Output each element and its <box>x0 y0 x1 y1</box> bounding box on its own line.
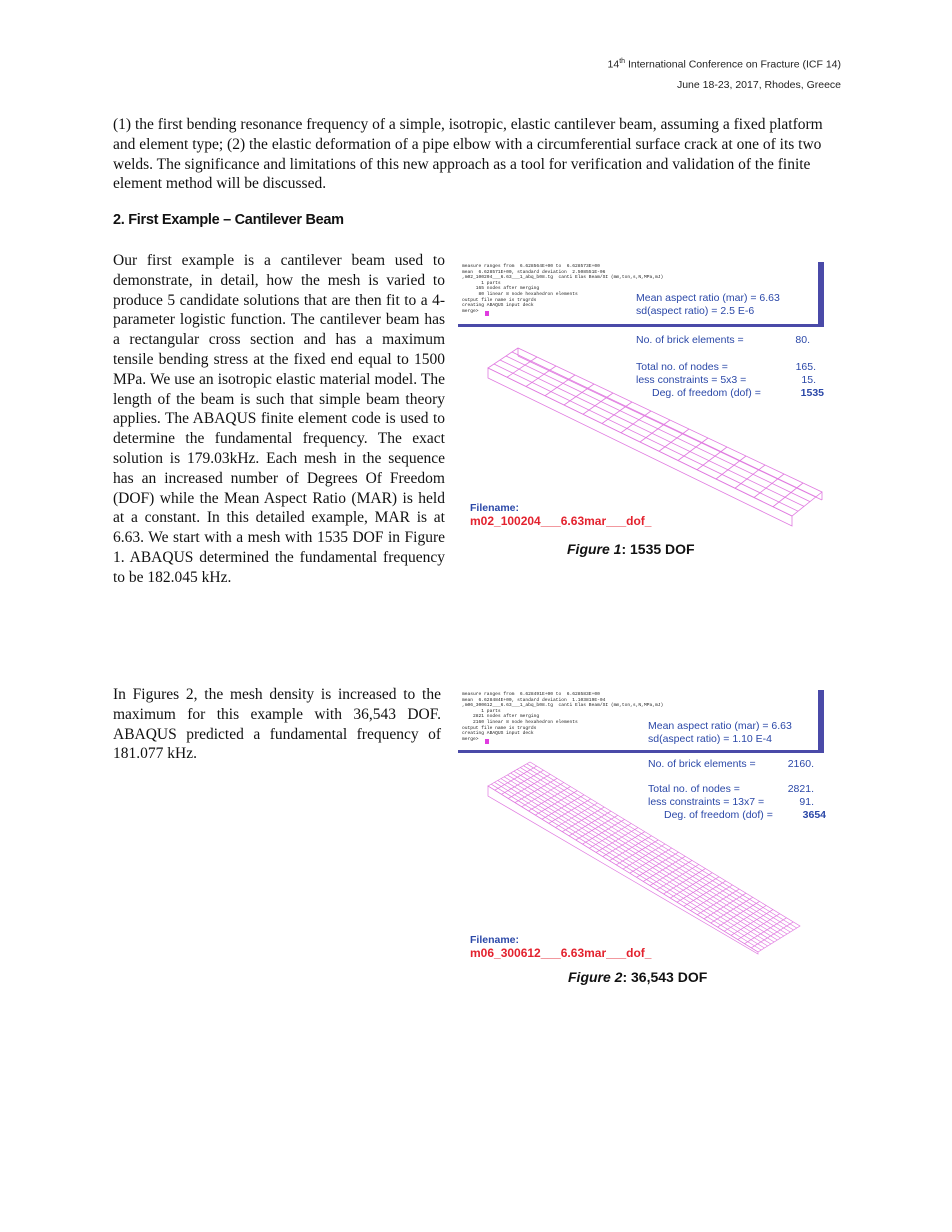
mesh-line <box>494 782 764 948</box>
figure-2-mar: Mean aspect ratio (mar) = 6.63 <box>648 720 792 732</box>
mesh-line <box>514 771 784 936</box>
figure-2-constraints-label: less constraints = 13x7 = <box>648 796 765 808</box>
figure-1-dof-label: Deg. of freedom (dof) = <box>652 387 761 399</box>
figure-1-caption-label: Figure 1 <box>567 541 622 557</box>
mesh-line <box>524 766 794 930</box>
figure-2-caption-text: : 36,543 DOF <box>622 969 708 985</box>
mesh-line <box>735 465 765 488</box>
figure-2-dof-value: 3654 <box>802 809 826 821</box>
figure-2-panel <box>458 690 824 968</box>
console-cursor-icon <box>485 311 489 316</box>
figure-1-brick-value: 80. <box>795 334 810 346</box>
mesh-line <box>621 411 651 433</box>
figure-1-sd: sd(aspect ratio) = 2.5 E-6 <box>636 305 755 317</box>
paragraph-cantilever: Our first example is a cantilever beam used to demonstrate, in detail, how the mesh is varied to produce 5 candidate solutions that are then fit to a 4-parameter logistic function. The cantilever beam has a rectangular cross section and has a maximum tensile bending stress at the fixed end equal to 1500 MPa. We use an isotropic elastic material model. The length of the beam is such that simple beam theory applies. The ABAQUS finite element code is used to determine the fundamental frequency. The exact solution is 179.03kHz. Each mesh in the sequence has an increased number of Degrees Of Freedom (DOF) while the Mean Aspect Ratio (MAR) is held at a constant. In this detailed example, MAR is at 6.63. We start with a mesh with 1535 DOF in Figure 1. ABAQUS determined the fundamental frequency to be 182.045 kHz. <box>113 252 445 586</box>
figure-2-filename-label: Filename: <box>470 934 520 946</box>
conference-header <box>608 58 841 71</box>
mesh-line <box>491 784 761 950</box>
figure-1-nodes-label: Total no. of nodes = <box>636 361 728 373</box>
figure-1-panel <box>458 262 824 540</box>
figure-1-filename-value: m02_100204___6.63mar___dof_ <box>470 514 652 528</box>
figure-2-nodes-label: Total no. of nodes = <box>648 783 740 795</box>
figure-1-mar: Mean aspect ratio (mar) = 6.63 <box>636 292 780 304</box>
figure-2-scrollbar <box>818 690 824 750</box>
mesh-line <box>640 420 670 442</box>
figure-2-mesh <box>458 756 824 956</box>
mesh-line <box>773 483 803 507</box>
mesh-line <box>498 780 768 946</box>
header-line1-pre: 14 <box>607 58 620 71</box>
figure-1-console: measure ranges from 6.628564E+00 to 6.628573E+00 mean 6.628571E+00, standard deviation 2.508551E-06 ,m02_100204___6.63___1_abq_b08.tg canti Elas Beam/SI (mm,ton,s,N,MPa,mJ) 1 parts 165 nodes after merging 80 linear 8 node hexahedron elements output file name is trugrds creating ABAQUS input deck merge> <box>462 264 664 314</box>
mesh-line <box>583 393 613 414</box>
console-cursor-icon-2 <box>485 739 489 744</box>
header-line1-sup: th <box>619 58 626 65</box>
figure-2-sd: sd(aspect ratio) = 1.10 E-4 <box>648 733 773 745</box>
figure-2-brick-value: 2160. <box>787 758 814 770</box>
figure-1-caption-text: : 1535 DOF <box>621 541 695 557</box>
mesh-line <box>511 773 781 938</box>
mesh-line <box>716 456 746 479</box>
figure-1-constraints-value: 15. <box>801 374 816 386</box>
figure-2-nodes-value: 2821. <box>787 783 814 795</box>
mesh-line <box>678 438 708 461</box>
mesh-line <box>512 352 816 497</box>
mesh-line <box>754 474 784 498</box>
paragraph-fig2: In Figures 2, the mesh density is increased to the maximum for this example with 36,543 DOF. ABAQUS predicted a fundamental frequency of 181.077 kHz. <box>113 686 441 763</box>
section-title: 2. First Example – Cantilever Beam <box>113 212 344 228</box>
mesh-line <box>527 764 797 928</box>
figure-2-brick-label: No. of brick elements = <box>648 758 756 770</box>
mesh-line <box>659 429 689 451</box>
mesh-line <box>506 356 810 502</box>
mesh-line <box>507 357 537 377</box>
mesh-line <box>520 768 790 932</box>
mesh-line <box>507 775 777 940</box>
figure-1-caption <box>567 541 695 557</box>
mesh-line <box>697 447 727 470</box>
figure-1-brick-label: No. of brick elements = <box>636 334 744 346</box>
header-line1-post: International Conference on Fracture (ICF 14) <box>625 58 841 71</box>
mesh-line <box>545 375 575 396</box>
figure-2-caption <box>568 969 707 985</box>
figure-2-console: measure ranges from 6.628491E+00 to 6.628583E+00 mean 6.628484E+00, standard deviation 1.103819E-04 ,m06_300612___6.63___1_abq_b08.tg canti Elas Beam/SI (mm,ton,s,N,MPa,mJ) 1 parts 2821 nodes after merging 2160 linear 8 node hexahedron elements output file name is trugrds creating ABAQUS input deck merge> <box>462 692 664 742</box>
figure-1-filename-label: Filename: <box>470 502 520 514</box>
mesh-line <box>494 364 798 511</box>
figure-1-dof-value: 1535 <box>800 387 824 399</box>
mesh-line <box>500 360 804 506</box>
mesh-line <box>526 366 556 387</box>
mesh-line <box>501 779 771 944</box>
intro-paragraph: (1) the first bending resonance frequency of a simple, isotropic, elastic cantilever beam, assuming a fixed platform and element type; (2) the elastic deformation of a pipe elbow with a circumferential surface crack at one of its two welds. The significance and limitations of this new approach as a tool for verification and validation of the finite element method will be discussed. <box>113 116 823 193</box>
mesh-line <box>517 769 787 934</box>
figure-2-filename-value: m06_300612___6.63mar___dof_ <box>470 946 652 960</box>
figure-2-caption-label: Figure 2 <box>568 969 623 985</box>
figure-1-constraints-label: less constraints = 5x3 = <box>636 374 747 386</box>
conference-dates: June 18-23, 2017, Rhodes, Greece <box>676 79 841 91</box>
figure-2-constraints-value: 91. <box>799 796 814 808</box>
figure-1-nodes-value: 165. <box>795 361 816 373</box>
figure-2-dof-label: Deg. of freedom (dof) = <box>664 809 773 821</box>
mesh-line <box>504 777 774 942</box>
mesh-line <box>564 384 594 405</box>
mesh-line <box>602 402 632 424</box>
figure-1-scrollbar <box>818 262 824 324</box>
